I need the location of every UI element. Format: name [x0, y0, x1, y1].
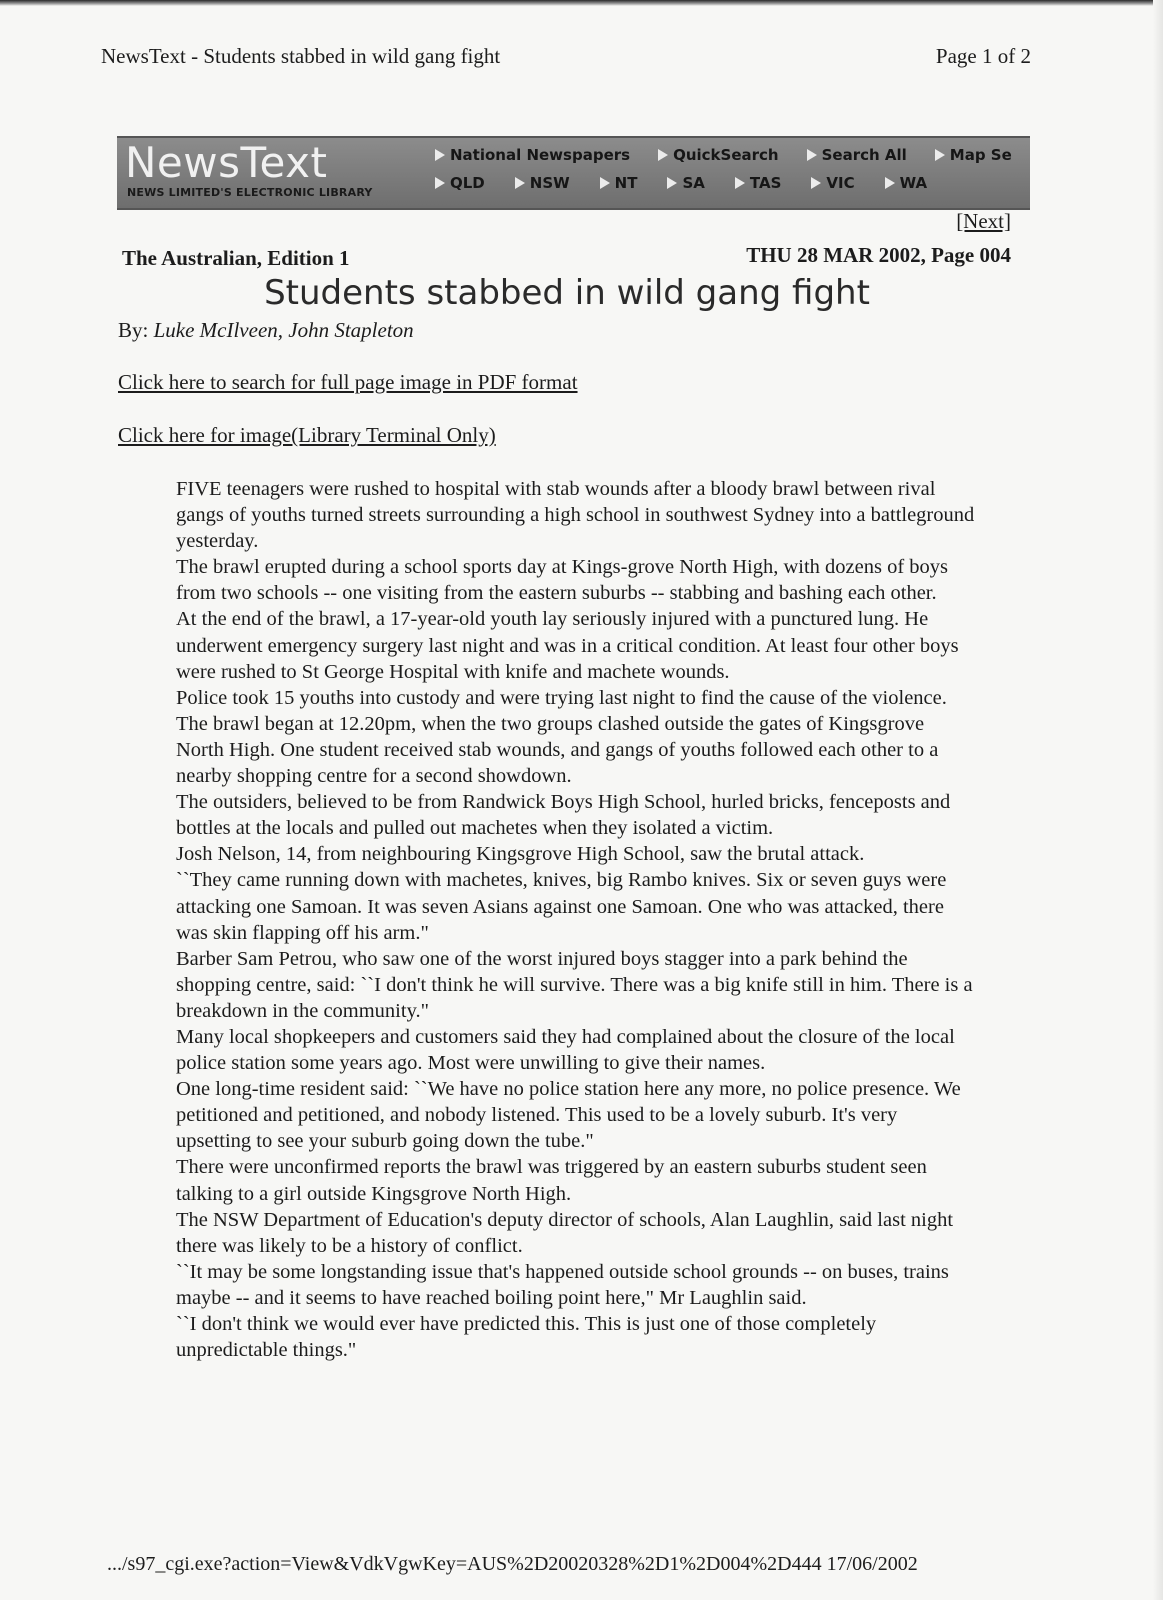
- play-arrow-icon: [735, 177, 745, 189]
- nav-state-tas[interactable]: [735, 174, 781, 192]
- nav-label: WA: [899, 174, 928, 192]
- nav-state-wa[interactable]: [885, 174, 927, 192]
- play-arrow-icon: [807, 149, 817, 161]
- article-body: [176, 476, 976, 1363]
- article-paragraph: ``I don't think we would ever have predicted this. This is just one of those completely unpredictable things.": [176, 1313, 877, 1362]
- scan-edge-shadow: [1153, 0, 1163, 1600]
- library-image-link[interactable]: Click here for image(Library Terminal Only): [118, 423, 496, 447]
- nav-label: Search All: [821, 146, 907, 164]
- banner-tagline: NEWS LIMITED'S ELECTRONIC LIBRARY: [127, 186, 373, 199]
- pdf-image-link[interactable]: Click here to search for full page image in PDF format: [118, 370, 578, 394]
- nav-quicksearch[interactable]: [658, 146, 779, 164]
- print-page-number: Page 1 of 2: [935, 44, 1031, 68]
- nav-state-sa[interactable]: [667, 174, 704, 192]
- scan-edge: [0, 0, 1163, 6]
- nav-label: SA: [682, 174, 705, 192]
- article-paragraph: There were unconfirmed reports the brawl was triggered by an eastern suburbs student seen talking to a girl outside Kingsgrove North High.: [176, 1156, 927, 1205]
- article-paragraph: The NSW Department of Education's deputy director of schools, Alan Laughlin, said last night there was likely to be a history of conflict.: [176, 1208, 954, 1257]
- nav-label: QuickSearch: [673, 146, 779, 164]
- byline: [118, 318, 414, 343]
- play-arrow-icon: [811, 177, 821, 189]
- article-paragraph: The brawl began at 12.20pm, when the two groups clashed outside the gates of Kingsgrove North High. One student received stab wounds, and gangs of youths followed each other to a nearby shopping centre for a second showdown.: [176, 712, 939, 788]
- article-paragraph: FIVE teenagers were rushed to hospital with stab wounds after a bloody brawl between rival gangs of youths turned streets surrounding a high school in southwest Sydney into a battleground yesterday.: [176, 478, 975, 553]
- nav-label: QLD: [450, 174, 485, 192]
- nav-state-nt[interactable]: [600, 174, 638, 192]
- nav-label: National Newspapers: [450, 146, 631, 164]
- article-paragraph: Many local shopkeepers and customers said they had complained about the closure of the local police station some years ago. Most were unwilling to give their names.: [176, 1025, 955, 1075]
- play-arrow-icon: [667, 177, 677, 189]
- publication-name: The Australian, Edition 1: [122, 246, 350, 270]
- nav-state-vic[interactable]: [811, 174, 854, 192]
- article-paragraph: Police took 15 youths into custody and were trying last night to find the cause of the violence.: [176, 686, 947, 709]
- print-header-title: NewsText - Students stabbed in wild gang fight: [101, 44, 501, 68]
- nav-label: Map Se: [949, 146, 1012, 164]
- play-arrow-icon: [885, 177, 895, 189]
- play-arrow-icon: [935, 149, 945, 161]
- article-paragraph: One long-time resident said: ``We have no police station here any more, no police presence. We petitioned and petitioned, and nobody listened. This used to be a lovely suburb. It's very upsetting to see your suburb going down the tube.": [176, 1078, 961, 1153]
- article-paragraph: Barber Sam Petrou, who saw one of the worst injured boys stagger into a park behind the shopping centre, said: ``I don't think he will survive. There was a big knife still in him. There is a breakdown in the community.": [176, 947, 973, 1022]
- play-arrow-icon: [435, 177, 445, 189]
- play-arrow-icon: [658, 149, 668, 161]
- nav-label: NT: [614, 174, 638, 192]
- nav-state-nsw[interactable]: [515, 174, 570, 192]
- article-paragraph: At the end of the brawl, a 17-year-old youth lay seriously injured with a punctured lung. He underwent emergency surgery last night and was in a critical condition. At least four other boys were rushed to St George Hospital with knife and machete wounds.: [176, 608, 959, 683]
- nav-search-all[interactable]: [807, 146, 907, 164]
- newstext-logo[interactable]: NewsText: [125, 138, 328, 187]
- nav-national-newspapers[interactable]: [435, 146, 630, 164]
- article-paragraph: The brawl erupted during a school sports day at Kings-grove North High, with dozens of boys from two schools -- one visiting from the eastern suburbs -- stabbing and bashing each other.: [176, 556, 949, 605]
- newstext-banner: [117, 136, 1030, 210]
- footer-url: .../s97_cgi.exe?action=View&VdkVgwKey=AUS%2D20020328%2D1%2D004%2D444 17/06/2002: [107, 1553, 918, 1575]
- nav-label: NSW: [529, 174, 570, 192]
- article-paragraph: Josh Nelson, 14, from neighbouring Kingsgrove High School, saw the brutal attack.: [176, 843, 865, 866]
- nav-primary: [435, 146, 1030, 164]
- article-paragraph: The outsiders, believed to be from Randwick Boys High School, hurled bricks, fenceposts and bottles at the locals and pulled out machetes when they isolated a victim.: [176, 791, 951, 840]
- play-arrow-icon: [435, 149, 445, 161]
- nav-map-search[interactable]: [935, 146, 1012, 164]
- next-link[interactable]: [Next]: [956, 209, 1011, 233]
- publication-date-page: THU 28 MAR 2002, Page 004: [746, 243, 1011, 267]
- article-paragraph: ``They came running down with machetes, knives, big Rambo knives. Six or seven guys were attacking one Samoan. It was seven Asians against one Samoan. One who was attacked, there was skin flapping off his arm.": [176, 869, 947, 944]
- article-title: Students stabbed in wild gang fight: [264, 273, 870, 313]
- nav-states: [435, 174, 957, 192]
- byline-authors: Luke McIlveen, John Stapleton: [153, 318, 414, 342]
- nav-label: VIC: [826, 174, 855, 192]
- article-paragraph: ``It may be some longstanding issue that's happened outside school grounds -- on buses, trains maybe -- and it seems to have reached boiling point here," Mr Laughlin said.: [176, 1260, 949, 1309]
- play-arrow-icon: [515, 177, 525, 189]
- nav-state-qld[interactable]: [435, 174, 485, 192]
- byline-label: By:: [118, 318, 149, 342]
- play-arrow-icon: [600, 177, 610, 189]
- nav-label: TAS: [749, 174, 782, 192]
